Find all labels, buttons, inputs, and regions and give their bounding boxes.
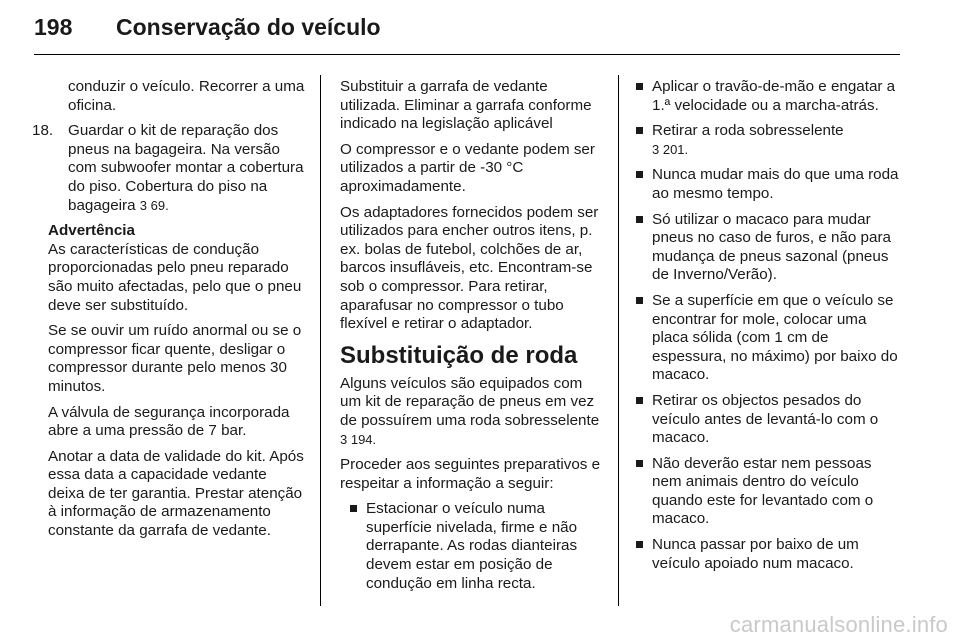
bullet-text: Nunca mudar mais do que uma roda ao mesmo tempo.: [652, 166, 899, 202]
page-reference-link[interactable]: 3 194.: [340, 431, 377, 447]
page-reference-link[interactable]: 3 69.: [139, 197, 169, 213]
bullet-text: Estacionar o veículo numa superfície nivelada, firme e não derrapante. As rodas dianteiras devem estar em posição de condução em linha recta.: [366, 500, 578, 592]
paragraph: Os adaptadores fornecidos podem ser utilizados para encher outros itens, p. ex. bolas de futebol, colchões de ar, barcos insufláveis, etc. Encontram-se sob o compressor. Para retirar, aparafusar no compressor o tubo flexível e retirar o adaptador.: [340, 203, 599, 333]
paragraph: O compressor e o vedante podem ser utilizados a partir de -30 °C aproximadamente.: [340, 140, 595, 195]
bullet-text: Não deverão estar nem pessoas nem animais dentro do veículo quando este for levantado com o macaco.: [652, 454, 874, 528]
bullet-square-icon: [636, 127, 643, 134]
paragraph: A válvula de segurança incorporada abre a uma pressão de 7 bar.: [48, 403, 290, 440]
bullet-item: [636, 122, 902, 159]
section-heading: Substituição de roda: [340, 341, 578, 369]
warning-text: As características de condução proporcionadas pelo pneu reparado são muito afectadas, pelo que o pneu deve ser substituído.: [48, 240, 302, 314]
paragraph: Substituir a garrafa de vedante utilizada. Eliminar a garrafa conforme indicado na legislação aplicável: [340, 78, 592, 133]
paragraph: Se se ouvir um ruído anormal ou se o compressor ficar quente, desligar o compressor durante pelo menos 30 minutos.: [48, 322, 302, 395]
bullet-square-icon: [636, 216, 643, 223]
bullet-square-icon: [636, 83, 643, 90]
page-header: [0, 0, 960, 62]
bullet-text: Nunca passar por baixo de um veículo apoiado num macaco.: [652, 536, 859, 572]
bullet-square-icon: [636, 297, 643, 304]
bullet-item: [350, 500, 604, 593]
bullet-item: [636, 392, 902, 448]
chapter-title: Conservação do veículo: [116, 14, 381, 40]
paragraph: Alguns veículos são equipados com um kit de reparação de pneus em vez de possuírem uma roda sobresselente 3 194.: [340, 374, 600, 447]
list-item-text: Guardar o kit de reparação dos pneus na bagageira. Na versão com subwoofer montar a cobertura do piso. Cobertura do piso na bagageira: [68, 122, 304, 214]
paragraph: Proceder aos seguintes preparativos e respeitar a informação a seguir:: [340, 456, 601, 492]
watermark: carmanualsonline.info: [729, 612, 948, 637]
bullet-square-icon: [636, 460, 643, 467]
bullet-item: [636, 166, 902, 203]
bullet-item: [636, 292, 902, 385]
header-rule: [34, 54, 900, 55]
warning-title: Advertência: [48, 222, 135, 240]
list-number: 18.: [32, 122, 54, 140]
column-left: [32, 78, 306, 548]
bullet-square-icon: [350, 505, 357, 512]
list-continuation: conduzir o veículo. Recorrer a uma oficina.: [68, 78, 305, 114]
paragraph: Anotar a data de validade do kit. Após essa data a capacidade vedante deixa de ter garantia. Prestar atenção à informação de armazenamento constante da garrafa de vedante.: [48, 447, 304, 540]
bullet-text: Retirar os objectos pesados do veículo antes de levantá-lo com o macaco.: [652, 391, 879, 447]
column-divider: [618, 75, 619, 606]
bullet-item: [636, 211, 902, 285]
bullet-square-icon: [636, 541, 643, 548]
bullet-square-icon: [636, 171, 643, 178]
bullet-text: Aplicar o travão-de-mão e engatar a 1.ª velocidade ou a marcha-atrás.: [652, 78, 896, 114]
bullet-item: [636, 536, 902, 573]
bullet-item: [636, 455, 902, 529]
page-reference-link[interactable]: 3 201.: [652, 141, 689, 157]
bullet-square-icon: [636, 397, 643, 404]
list-item-18: [32, 122, 306, 215]
page-number: 198: [34, 14, 73, 40]
column-divider: [320, 75, 321, 606]
bullet-item: [636, 78, 902, 115]
bullet-text: Retirar a roda sobresselente: [652, 122, 844, 140]
column-middle: [340, 78, 604, 600]
column-right: [636, 78, 902, 580]
bullet-text: Se a superfície em que o veículo se encontrar for mole, colocar uma placa sólida (com 1 cm de espessura, no máximo) por baixo do macaco.: [652, 291, 898, 384]
bullet-text: Só utilizar o macaco para mudar pneus no caso de furos, e não para mudança de pneus sazonal (pneus de Inverno/Verão).: [652, 210, 891, 284]
